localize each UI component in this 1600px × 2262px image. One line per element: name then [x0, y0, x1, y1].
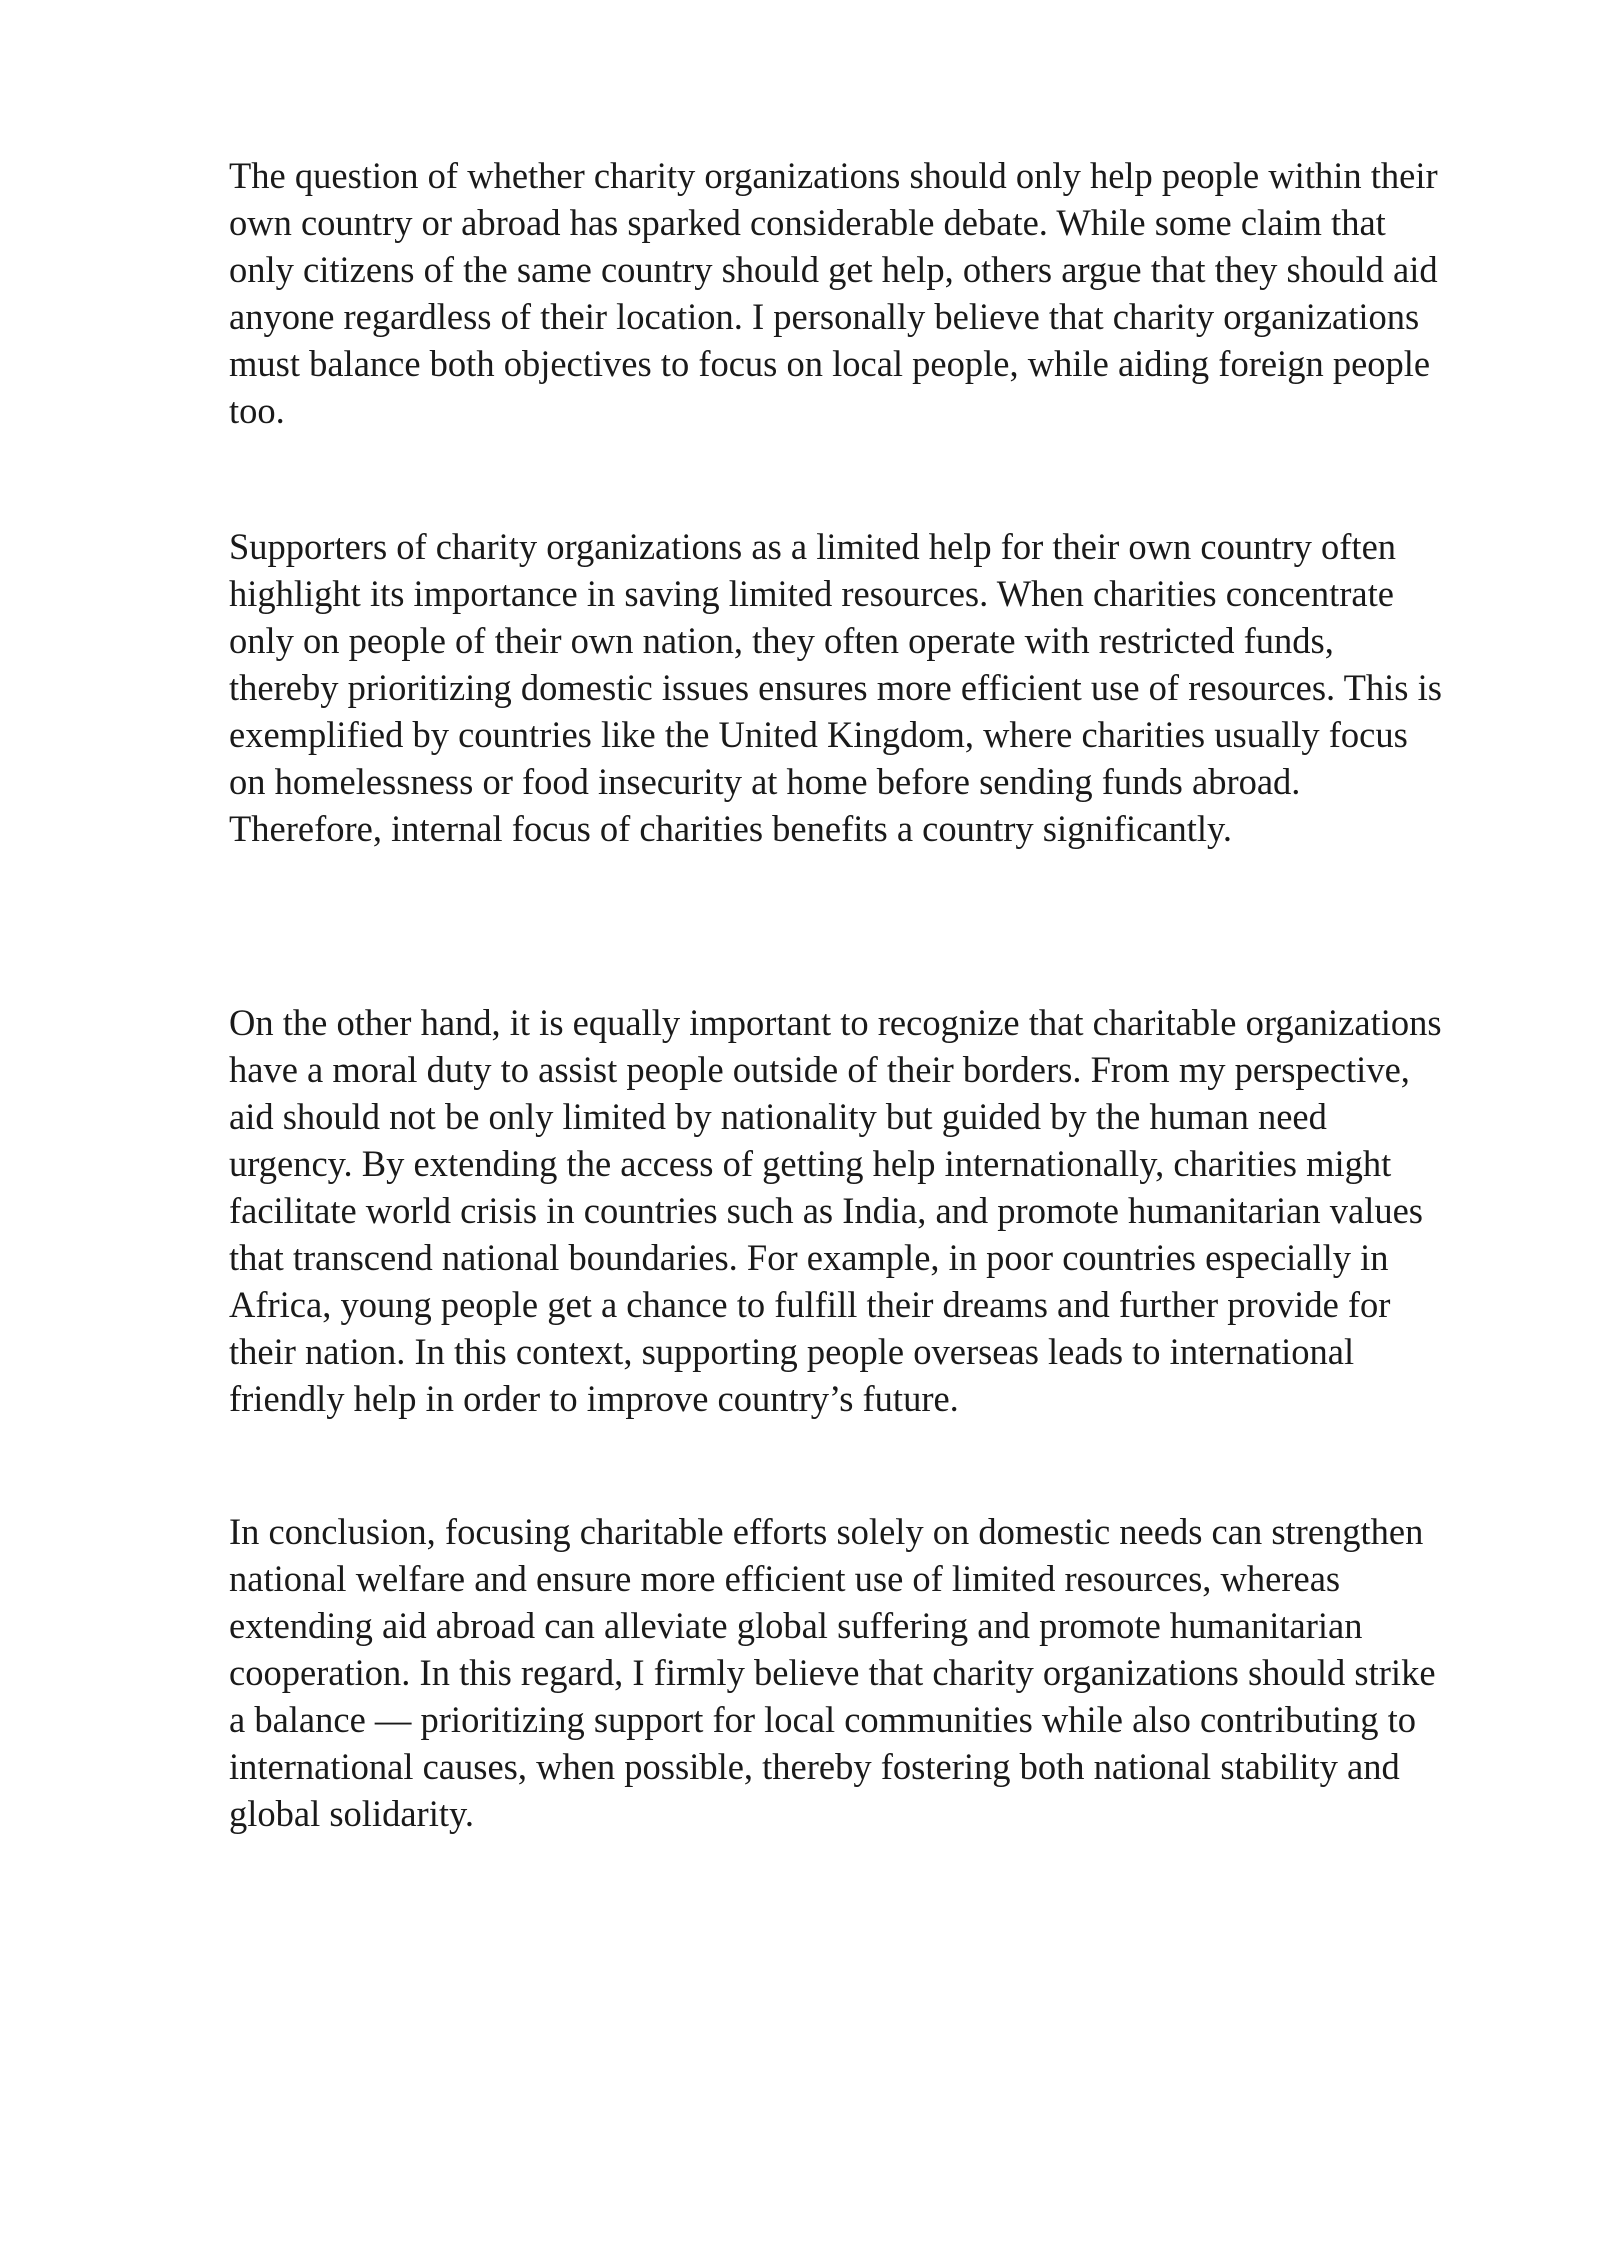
text-line: extending aid abroad can alleviate global suffering and promote humanitarian	[229, 1605, 1363, 1646]
text-line: Supporters of charity organizations as a limited help for their own country often	[229, 526, 1397, 567]
text-line: their nation. In this context, supporting people overseas leads to international	[229, 1331, 1355, 1372]
text-line: must balance both objectives to focus on local people, while aiding foreign people	[229, 343, 1431, 384]
text-line: global solidarity.	[229, 1793, 474, 1834]
text-line: that transcend national boundaries. For example, in poor countries especially in	[229, 1237, 1389, 1278]
text-line: facilitate world crisis in countries such as India, and promote humanitarian values	[229, 1190, 1424, 1231]
text-line: The question of whether charity organizations should only help people within their	[229, 155, 1438, 196]
text-line: friendly help in order to improve country’s future.	[229, 1378, 959, 1419]
text-line: only on people of their own nation, they often operate with restricted funds,	[229, 620, 1334, 661]
text-line: thereby prioritizing domestic issues ensures more efficient use of resources. This is	[229, 667, 1442, 708]
text-line: too.	[229, 390, 285, 431]
paragraph-body-international	[229, 999, 1529, 1422]
text-line: on homelessness or food insecurity at home before sending funds abroad.	[229, 761, 1301, 802]
text-line: Therefore, internal focus of charities benefits a country significantly.	[229, 808, 1233, 849]
text-line: international causes, when possible, thereby fostering both national stability and	[229, 1746, 1400, 1787]
text-line: own country or abroad has sparked considerable debate. While some claim that	[229, 202, 1386, 243]
text-line: national welfare and ensure more efficient use of limited resources, whereas	[229, 1558, 1341, 1599]
text-line: On the other hand, it is equally important to recognize that charitable organizations	[229, 1002, 1442, 1043]
text-line: anyone regardless of their location. I personally believe that charity organizations	[229, 296, 1420, 337]
paragraph-body-domestic	[229, 523, 1529, 852]
paragraph-conclusion	[229, 1508, 1529, 1837]
text-line: aid should not be only limited by nationality but guided by the human need	[229, 1096, 1327, 1137]
text-line: a balance — prioritizing support for local communities while also contributing to	[229, 1699, 1416, 1740]
paragraph-introduction	[229, 152, 1529, 434]
text-line: urgency. By extending the access of getting help internationally, charities might	[229, 1143, 1392, 1184]
text-line: highlight its importance in saving limited resources. When charities concentrate	[229, 573, 1394, 614]
text-line: In conclusion, focusing charitable efforts solely on domestic needs can strengthen	[229, 1511, 1424, 1552]
text-line: cooperation. In this regard, I firmly believe that charity organizations should strike	[229, 1652, 1436, 1693]
text-line: exemplified by countries like the United Kingdom, where charities usually focus	[229, 714, 1408, 755]
text-line: have a moral duty to assist people outside of their borders. From my perspective,	[229, 1049, 1410, 1090]
text-line: Africa, young people get a chance to fulfill their dreams and further provide for	[229, 1284, 1391, 1325]
text-line: only citizens of the same country should get help, others argue that they should aid	[229, 249, 1438, 290]
